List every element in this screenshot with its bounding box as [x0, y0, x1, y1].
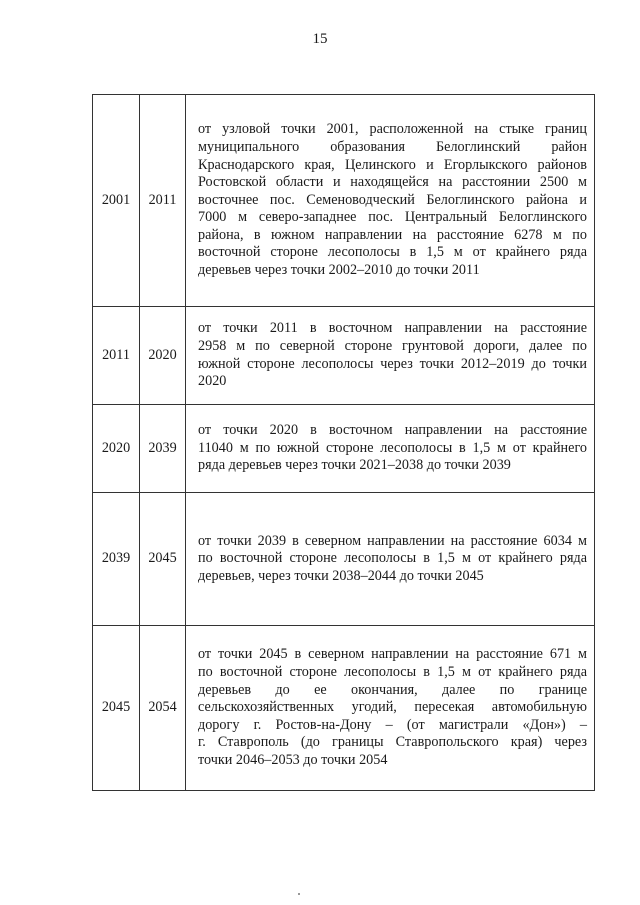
description-line: по восточной стороне лесополосы в 1,5 м от крайнего ряда	[198, 664, 587, 681]
description-line: 7000 м северо-западнее пос. Центральный Белоглинского	[198, 209, 587, 226]
description-line: восточной стороне лесополосы в 1,5 м от крайнего ряда	[198, 244, 587, 261]
description-line: от узловой точки 2001, расположенной на стыке границ	[198, 121, 587, 138]
scan-speck	[298, 893, 300, 895]
description-line: от точки 2039 в северном направлении на расстояние 6034 м	[198, 532, 587, 549]
boundary-description-cell	[186, 95, 595, 307]
description-line: по восточной стороне лесополосы в 1,5 м от крайнего ряда	[198, 550, 587, 567]
table-row	[93, 626, 595, 791]
description-line: от точки 2011 в восточном направлении на расстояние	[198, 320, 587, 337]
from-point-cell: 2039	[93, 493, 140, 626]
description-line: района, в южном направлении на расстояние 6278 м по	[198, 226, 587, 243]
boundary-description-cell	[186, 493, 595, 626]
description-line: дорогу г. Ростов-на-Дону – (от магистрали «Дон») –	[198, 716, 587, 733]
boundary-description-cell	[186, 626, 595, 791]
to-point-cell: 2054	[140, 626, 186, 791]
description-line: муниципального образования Белоглинский район	[198, 138, 587, 155]
to-point-cell: 2045	[140, 493, 186, 626]
boundary-description-cell	[186, 307, 595, 405]
to-point-cell: 2039	[140, 405, 186, 493]
table-row	[93, 307, 595, 405]
description-line: Краснодарского края, Целинского и Егорлыкского районов	[198, 156, 587, 173]
from-point-cell: 2011	[93, 307, 140, 405]
from-point-cell: 2020	[93, 405, 140, 493]
from-point-cell: 2001	[93, 95, 140, 307]
table-row	[93, 95, 595, 307]
table-row	[93, 405, 595, 493]
description-line: восточнее пос. Семеноводческий Белоглинского района и	[198, 191, 587, 208]
table-row	[93, 493, 595, 626]
description-line: точки 2046–2053 до точки 2054	[198, 751, 388, 768]
to-point-cell: 2020	[140, 307, 186, 405]
description-line: 2020	[198, 373, 227, 390]
boundary-description-cell	[186, 405, 595, 493]
description-line: деревьев через точки 2002–2010 до точки 2011	[198, 262, 480, 279]
to-point-cell: 2011	[140, 95, 186, 307]
description-line: ряда деревьев через точки 2021–2038 до точки 2039	[198, 457, 511, 474]
description-line: деревьев, через точки 2038–2044 до точки 2045	[198, 567, 484, 584]
description-line: г. Ставрополь (до границы Ставропольского края) через	[198, 734, 587, 751]
from-point-cell: 2045	[93, 626, 140, 791]
page-number: 15	[312, 31, 328, 47]
description-line: от точки 2045 в северном направлении на расстояние 671 м	[198, 646, 587, 663]
description-line: сельскохозяйственных угодий, пересекая автомобильную	[198, 699, 587, 716]
description-line: южной стороне лесополосы через точки 2012–2019 до точки	[198, 355, 587, 372]
description-line: 2958 м по северной стороне грунтовой дороги, далее по	[198, 337, 587, 354]
description-line: деревьев до ее окончания, далее по границе	[198, 681, 587, 698]
description-line: от точки 2020 в восточном направлении на расстояние	[198, 422, 587, 439]
description-line: 11040 м по южной стороне лесополосы в 1,5 м от крайнего	[198, 439, 587, 456]
description-line: Ростовской области и находящейся на расстоянии 2500 м	[198, 174, 587, 191]
borders-table	[92, 94, 595, 791]
